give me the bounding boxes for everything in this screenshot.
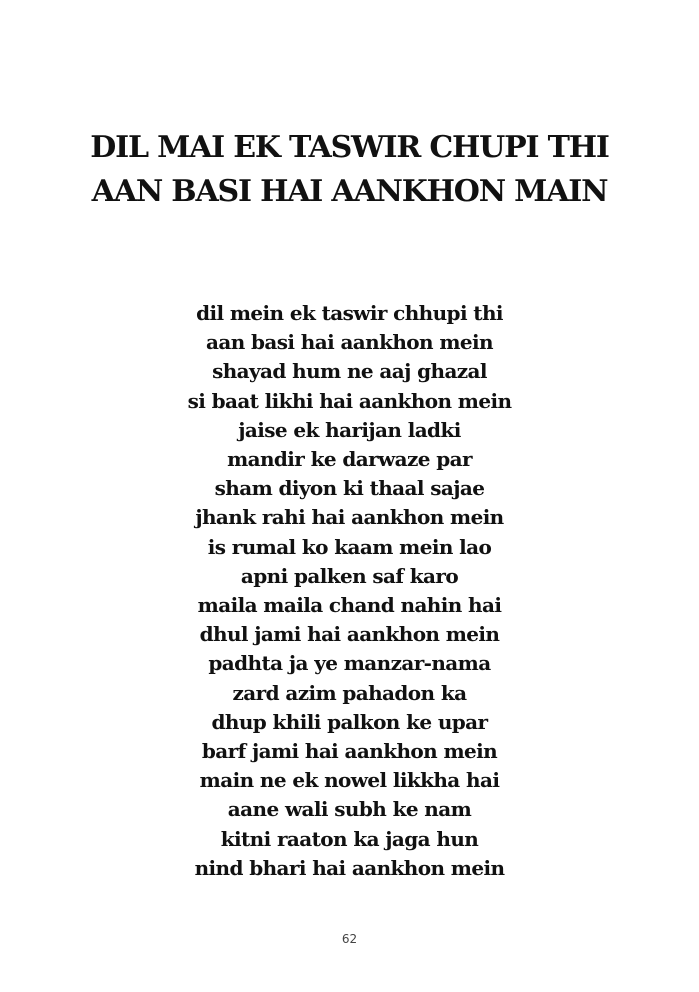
poem-line: barf jami hai aankhon mein xyxy=(201,739,498,764)
poem-line: nind bhari hai aankhon mein xyxy=(194,855,505,880)
poem-line: sham diyon ki thaal sajae xyxy=(214,476,485,501)
poem-line: is rumal ko kaam mein lao xyxy=(207,534,492,559)
poem-line: aane wali subh ke nam xyxy=(227,797,472,822)
poem-line: jhank rahi hai aankhon mein xyxy=(195,505,504,530)
poem-line: zard azim pahadon ka xyxy=(232,680,467,705)
poem-line: aan basi hai aankhon mein xyxy=(206,330,493,355)
poem-line: si baat likhi hai aankhon mein xyxy=(187,388,512,413)
poem-line: padhta ja ye manzar-nama xyxy=(208,651,491,676)
title-line-1: DIL MAI EK TASWIR CHUPI THI xyxy=(90,130,609,165)
poem-line: kitni raaton ka jaga hun xyxy=(220,826,479,851)
title-line-2: AAN BASI HAI AANKHON MAIN xyxy=(91,174,608,209)
poem-body xyxy=(0,299,699,883)
poem-line: main ne ek nowel likkha hai xyxy=(199,768,500,793)
poem-line: dhul jami hai aankhon mein xyxy=(199,622,500,647)
poem-line: jaise ek harijan ladki xyxy=(238,417,461,442)
poem-line: dil mein ek taswir chhupi thi xyxy=(196,301,503,325)
poem-line: dhup khili palkon ke upar xyxy=(211,709,488,734)
poem-line: shayad hum ne aaj ghazal xyxy=(212,359,487,384)
page-number: 62 xyxy=(341,932,358,946)
poem-line: apni palken saf karo xyxy=(240,563,459,588)
poem-line: maila maila chand nahin hai xyxy=(197,593,502,618)
poem-line: mandir ke darwaze par xyxy=(227,447,472,472)
page-title xyxy=(0,126,699,214)
